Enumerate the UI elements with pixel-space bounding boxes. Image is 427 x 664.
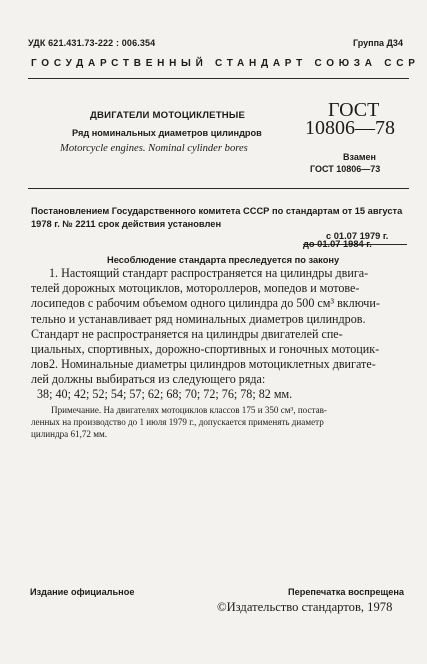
note-line: ленных на производство до 1 июля 1979 г., допускается применять диаметр <box>31 417 324 427</box>
english-title: Motorcycle engines. Nominal cylinder bores <box>60 143 248 154</box>
paragraph-line: циальных, спортивных, дорожно-спортивных и гоночных мотоцик- <box>31 342 380 357</box>
paragraph-3 <box>31 357 406 403</box>
paragraph-line: 38; 40; 42; 52; 54; 57; 62; 68; 70; 72; 76; 78; 82 мм. <box>37 387 293 402</box>
document-subtitle: Ряд номинальных диаметров цилиндров <box>72 128 262 138</box>
paragraph-1 <box>31 266 406 327</box>
paragraph-line: 1. Настоящий стандарт распространяется на цилиндры двига- <box>49 266 369 280</box>
paragraph-line: 2. Номинальные диаметры цилиндров мотоциклетных двигате- <box>49 357 376 371</box>
document-title: ДВИГАТЕЛИ МОТОЦИКЛЕТНЫЕ <box>90 110 246 121</box>
decree-line-2: 1978 г. № 2211 срок действия установлен <box>31 219 222 229</box>
replaces-label: Взамен <box>343 152 376 162</box>
paragraph-line: телей дорожных мотоциклов, мотороллеров, мопедов и мотове- <box>31 281 360 296</box>
reprint-prohibited: Перепечатка воспрещена <box>288 587 404 597</box>
legal-warning: Несоблюдение стандарта преследуется по закону <box>107 255 340 265</box>
gost-number: 10806—78 <box>305 117 395 139</box>
paragraph-line: Стандарт не распространяется на цилиндры двигателей спе- <box>31 327 343 341</box>
note <box>31 404 406 440</box>
title-rule <box>28 188 409 189</box>
effective-to: до 01.07 1984 г. <box>303 239 372 249</box>
replaces-value: ГОСТ 10806—73 <box>310 164 381 174</box>
decree-line-1: Постановлением Государственного комитета СССР по стандартам от 15 августа <box>31 206 403 216</box>
standard-title: ГОСУДАРСТВЕННЫЙ СТАНДАРТ СОЮЗА ССР <box>31 58 420 69</box>
paragraph-line: тельно и устанавливает ряд номинальных диаметров цилиндров. <box>31 311 366 326</box>
udk-code: УДК 621.431.73-222 : 006.354 <box>28 38 156 48</box>
paragraph-line: лов. <box>31 357 52 372</box>
official-edition: Издание официальное <box>30 587 135 597</box>
effective-from: с 01.07 1979 г. <box>326 231 389 241</box>
paragraph-line: лей должны выбираться из следующего ряда: <box>31 372 266 387</box>
gost-label: ГОСТ <box>328 99 380 121</box>
note-line: Примечание. На двигателях мотоциклов классов 175 и 350 см³, постав- <box>51 405 327 415</box>
group-code: Группа Д34 <box>353 38 403 48</box>
header-rule <box>28 78 409 79</box>
note-line: цилиндра 61,72 мм. <box>31 429 108 439</box>
publisher-line: ©Издательство стандартов, 1978 <box>217 600 393 614</box>
paragraph-line: лосипедов с рабочим объемом одного цилиндра до 500 см³ включи- <box>31 296 380 311</box>
